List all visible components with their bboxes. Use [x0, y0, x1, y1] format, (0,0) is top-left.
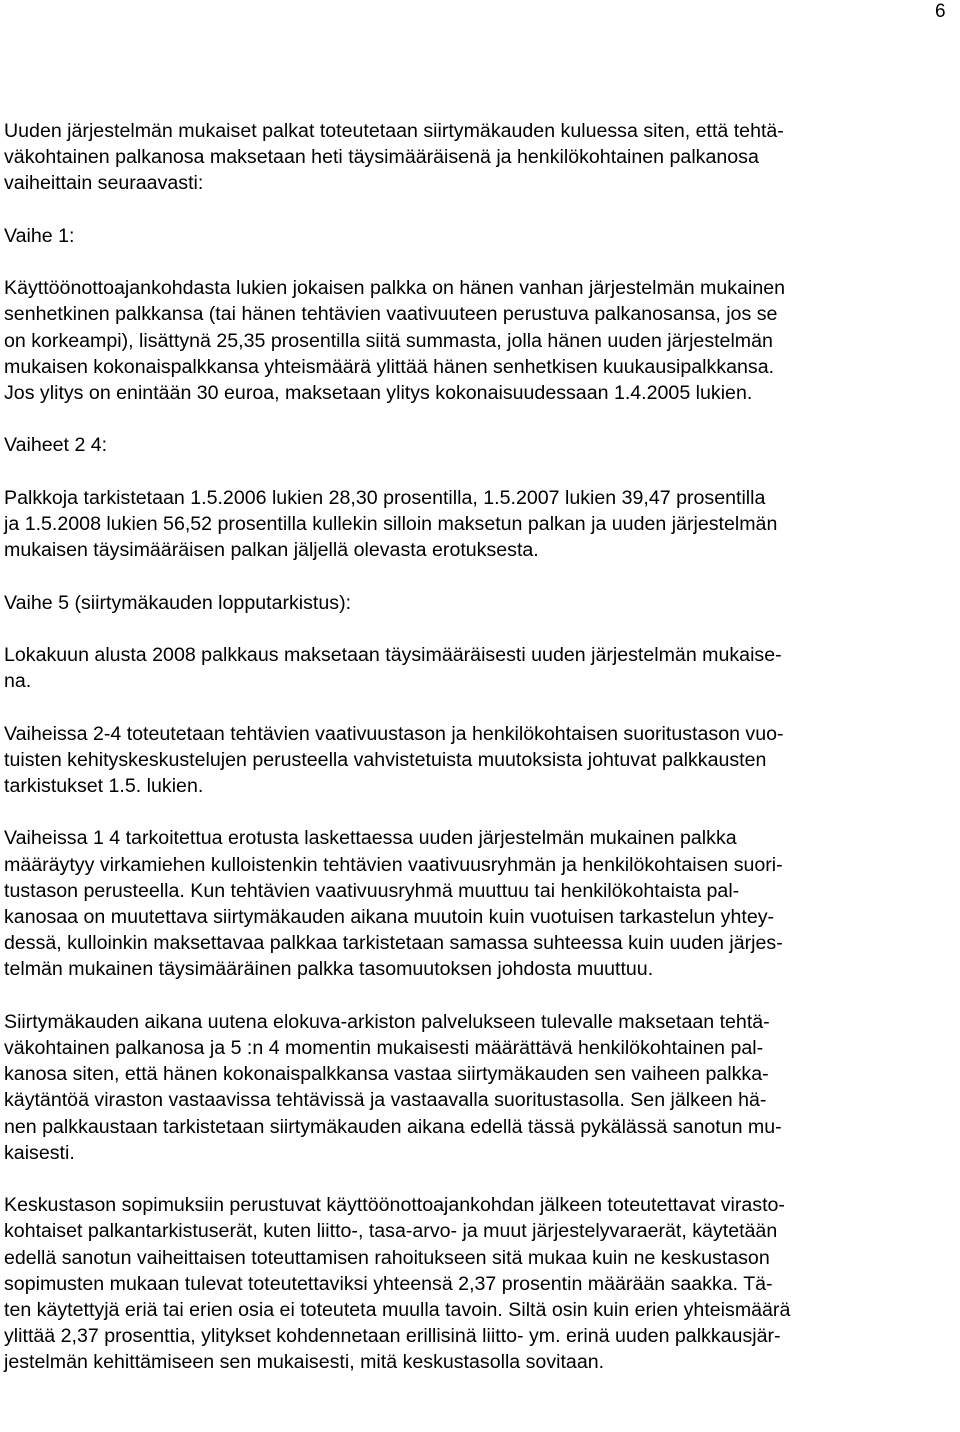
text-line: ten käytettyjä eriä tai erien osia ei toteuteta muulla tavoin. Siltä osin kuin erien yhteismäärä [4, 1298, 791, 1321]
text-line: nen palkkaustaan tarkistetaan siirtymäkauden aikana edellä tässä pykälässä sanotun mu- [4, 1115, 782, 1138]
paragraph-siirtymakauden-aikana [4, 1009, 956, 1166]
text-line: Vaiheissa 1 4 tarkoitettua erotusta laskettaessa uuden järjestelmän mukainen palkka [4, 827, 737, 850]
page-number: 6 [935, 1, 946, 22]
heading-vaihe-1 [4, 223, 956, 249]
text-line: Vaiheet 2 4: [4, 434, 108, 457]
paragraph-vaihe-1 [4, 275, 956, 406]
text-line: Vaihe 5 (siirtymäkauden lopputarkistus): [4, 591, 352, 614]
text-line: vaiheittain seuraavasti: [4, 172, 204, 195]
paragraph-intro [4, 118, 956, 197]
text-line: Lokakuun alusta 2008 palkkaus maksetaan täysimääräisesti uuden järjestelmän mukaise- [4, 643, 782, 666]
text-line: kanosaa on muutettava siirtymäkauden aikana muutoin kuin vuotuisen tarkastelun yhtey- [4, 905, 775, 928]
text-line: kohtaiset palkantarkistuserät, kuten liitto-, tasa-arvo- ja muut järjestelyvaraerät, käytetään [4, 1220, 778, 1243]
text-line: Jos ylitys on enintään 30 euroa, maksetaan ylitys kokonaisuudessaan 1.4.2005 lukien. [4, 382, 753, 404]
text-line: senhetkinen palkkansa (tai hänen tehtävien vaativuuteen perustuva palkanosansa, jos se [4, 303, 778, 326]
text-line: tarkistukset 1.5. lukien. [4, 774, 204, 797]
paragraph-keskustason-sopimukset [4, 1192, 956, 1375]
heading-vaiheet-2-4 [4, 432, 956, 458]
text-line: Siirtymäkauden aikana uutena elokuva-arkiston palvelukseen tulevalle maksetaan tehtä- [4, 1010, 770, 1033]
text-line: Käyttöönottoajankohdasta lukien jokaisen palkka on hänen vanhan järjestelmän mukainen [4, 277, 786, 300]
paragraph-vaiheet-2-4 [4, 485, 956, 564]
text-line: tustason perusteella. Kun tehtävien vaativuusryhmä muuttuu tai henkilökohtaista pal- [4, 879, 740, 902]
text-line: jestelmän kehittämiseen sen mukaisesti, mitä keskustasolla sovitaan. [4, 1351, 605, 1374]
paragraph-vaihe-5 [4, 642, 956, 694]
text-line: väkohtainen palkanosa maksetaan heti täysimääräisenä ja henkilökohtainen palkanosa [4, 146, 759, 169]
text-line: Vaihe 1: [4, 224, 75, 247]
text-line: määräytyy virkamiehen kulloistenkin tehtävien vaativuusryhmän ja henkilökohtaisen suori- [4, 853, 783, 876]
text-line: ylittää 2,37 prosenttia, ylitykset kohdennetaan erillisinä liitto- ym. erinä uuden palkkausjär- [4, 1325, 781, 1348]
text-line: kanosa siten, että hänen kokonaispalkkansa vastaa siirtymäkauden sen vaiheen palkka- [4, 1063, 769, 1086]
text-line: mukaisen täysimääräisen palkan jäljellä olevasta erotuksesta. [4, 539, 539, 562]
text-line: sopimusten mukaan tulevat toteutettaviksi yhteensä 2,37 prosentin määrään saakka. Tä- [4, 1272, 773, 1295]
heading-vaihe-5 [4, 590, 956, 616]
text-line: Vaiheissa 2-4 toteutetaan tehtävien vaativuustason ja henkilökohtaisen suoritustason vuo- [4, 722, 784, 745]
text-line: telmän mukainen täysimääräinen palkka tasomuutoksen johdosta muuttuu. [4, 958, 654, 981]
text-line: tuisten kehityskeskustelujen perusteella vahvistetuista muutoksista johtuvat palkkausten [4, 748, 767, 771]
text-line: Keskustason sopimuksiin perustuvat käyttöönottoajankohdan jälkeen toteutettavat virasto- [4, 1194, 785, 1217]
text-line: Palkkoja tarkistetaan 1.5.2006 lukien 28,30 prosentilla, 1.5.2007 lukien 39,47 prosentilla [4, 486, 766, 509]
paragraph-vaiheissa-1-4 [4, 825, 956, 982]
text-line: Uuden järjestelmän mukaiset palkat toteutetaan siirtymäkauden kuluessa siten, että tehtä- [4, 120, 784, 142]
paragraph-vaiheissa-2-4 [4, 721, 956, 800]
text-line: mukaisen kokonaispalkkansa yhteismäärä ylittää hänen senhetkisen kuukausipalkkansa. [4, 355, 775, 378]
text-line: väkohtainen palkanosa ja 5 :n 4 momentin mukaisesti määrättävä henkilökohtainen pal- [4, 1036, 764, 1059]
text-line: edellä sanotun vaiheittaisen toteuttamisen rahoitukseen sitä mukaa kuin ne keskustason [4, 1246, 770, 1269]
text-line: on korkeampi), lisättynä 25,35 prosentilla siitä summasta, jolla hänen uuden järjestelmän [4, 329, 773, 352]
text-line: käytäntöä viraston vastaavissa tehtävissä ja vastaavalla suoritustasolla. Sen jälkeen hä- [4, 1089, 767, 1112]
text-line: kaisesti. [4, 1141, 75, 1164]
text-line: na. [4, 670, 32, 693]
document-body [4, 118, 956, 1402]
text-line: ja 1.5.2008 lukien 56,52 prosentilla kullekin silloin maksetun palkan ja uuden järjestelmän [4, 512, 778, 535]
text-line: dessä, kulloinkin maksettavaa palkkaa tarkistetaan samassa suhteessa kuin uuden järjes- [4, 932, 783, 955]
